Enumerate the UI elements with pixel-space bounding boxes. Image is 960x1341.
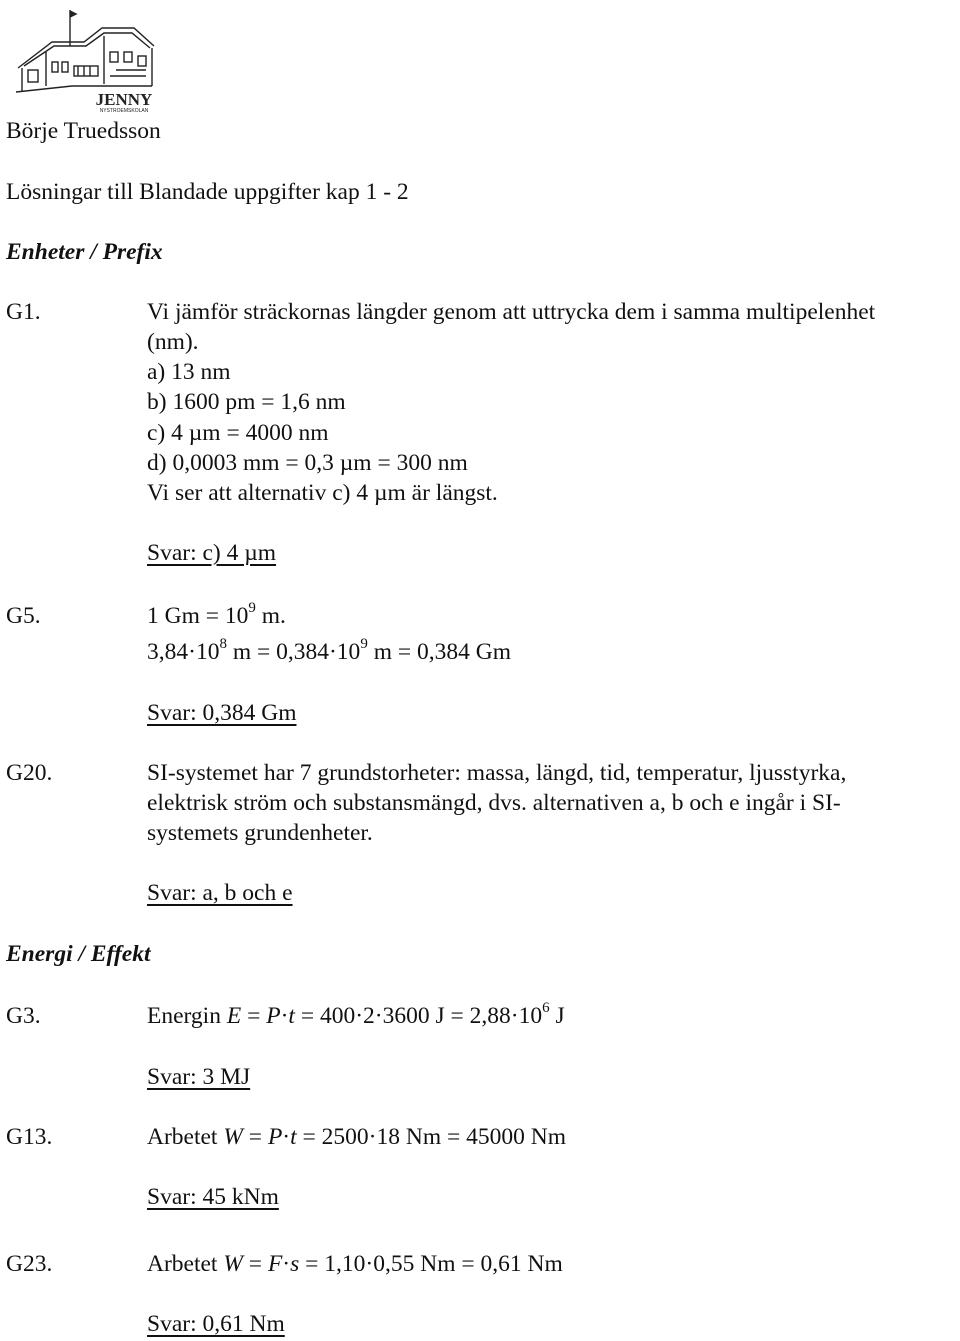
problem-label-g20: G20.	[6, 760, 53, 786]
g5-line-1: 1 $Gm = 10^9$ m.	[147, 600, 286, 629]
problem-label-g23: G23.	[6, 1251, 53, 1277]
g20-answer: Svar: a, b och e	[147, 880, 293, 906]
g1-text-line: (nm).	[147, 329, 199, 355]
g1-option-b: b) 1600 pm = 1,6 nm	[147, 389, 346, 415]
problem-label-g13: G13.	[6, 1124, 53, 1150]
section-heading-energy: Energi / Effekt	[6, 941, 151, 967]
g13-equation: Arbetet W = P·t = 2500·18 Nm = 45000 Nm	[147, 1124, 566, 1150]
problem-label-g5: G5.	[6, 603, 41, 629]
section-heading-prefix: Enheter / Prefix	[6, 239, 163, 265]
problem-label-g1: G1.	[6, 299, 41, 325]
g23-answer: Svar: 0,61 Nm	[147, 1311, 285, 1337]
g13-answer: Svar: 45 kNm	[147, 1184, 279, 1210]
school-logo	[12, 6, 160, 114]
g1-conclusion: Vi ser att alternativ c) 4 µm är längst.	[147, 480, 498, 506]
g5-answer: Svar: 0,384 Gm	[147, 700, 297, 726]
g1-text-line: Vi jämför sträckornas längder genom att uttrycka dem i samma multipelenhet	[147, 299, 876, 325]
svg-text:NYSTROEMSKOLAN: NYSTROEMSKOLAN	[99, 108, 149, 114]
g23-equation: Arbetet W = F·s = 1,10·0,55 Nm = 0,61 Nm	[147, 1251, 563, 1277]
svg-text:JENNY: JENNY	[95, 90, 153, 109]
g1-option-a: a) 13 nm	[147, 359, 231, 385]
document-title: Lösningar till Blandade uppgifter kap 1 - 2	[6, 179, 409, 205]
problem-label-g3: G3.	[6, 1003, 41, 1029]
g20-text-line: systemets grundenheter.	[147, 820, 373, 846]
g3-equation: Energin E = P·t = 400·2·3600 $J = 2,88\cdot 10^6$ J	[147, 1000, 565, 1029]
g20-text-line: SI-systemet har 7 grundstorheter: massa, längd, tid, temperatur, ljusstyrka,	[147, 760, 847, 786]
g1-answer: Svar: c) 4 µm	[147, 540, 277, 566]
g3-answer: Svar: 3 MJ	[147, 1064, 251, 1090]
g1-option-d: d) 0,0003 mm = 0,3 µm = 300 nm	[147, 450, 468, 476]
g5-line-2: $3,84\cdot 10^8$ $m = 0,384\cdot 10^9$ m = 0,384 Gm	[147, 636, 511, 665]
author-name: Börje Truedsson	[6, 118, 161, 144]
g1-option-c: c) 4 µm = 4000 nm	[147, 420, 329, 446]
g20-text-line: elektrisk ström och substansmängd, dvs. alternativen a, b och e ingår i SI-	[147, 790, 841, 816]
school-building-icon	[12, 6, 160, 114]
